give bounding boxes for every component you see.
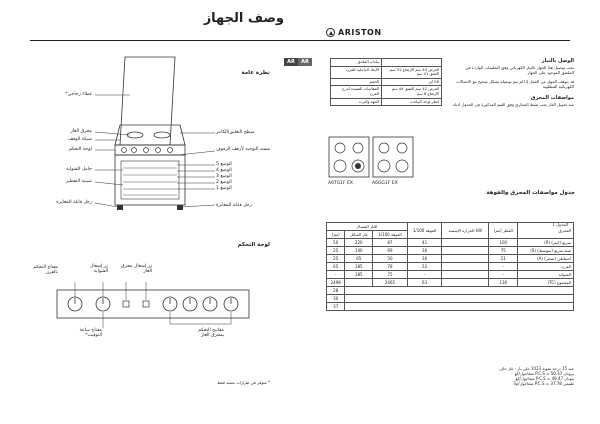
gas-cell: 25 bbox=[327, 255, 345, 263]
gas-sub-header: (مم) bbox=[327, 231, 345, 239]
gas-cell: 65 bbox=[345, 255, 373, 263]
gas-cell: - bbox=[407, 271, 442, 279]
gas-cell: 25 bbox=[327, 247, 345, 255]
gas-cell: 41 bbox=[407, 239, 442, 247]
right-text-column bbox=[452, 58, 574, 107]
language-tab-2: AR bbox=[298, 58, 312, 66]
table-row bbox=[331, 66, 442, 78]
gas-cell bbox=[345, 279, 373, 287]
label-oven-knob: مفتاح التحكم بالفرن bbox=[33, 265, 58, 276]
model-label-2: A6GG1F EX bbox=[372, 181, 398, 186]
gas-fuel-label: احتياطي (صغير) (A) bbox=[518, 255, 574, 263]
gas-cell bbox=[442, 271, 489, 279]
label-position-2: الوضع 2 bbox=[216, 180, 232, 185]
gas-cell bbox=[442, 255, 489, 263]
hob-diagram-a6tg bbox=[328, 136, 370, 180]
burner-para: عند تحويل الغاز يجب ضبط المحارق وفق القيم المذكورة في الجدول أدناه bbox=[452, 102, 574, 107]
gas-fuel-label: المجموع (TC) bbox=[518, 279, 574, 287]
gas-col-header: المحرق bbox=[518, 223, 574, 239]
table-row bbox=[331, 98, 442, 106]
spec-value: انظر لوحة البيانات bbox=[382, 98, 442, 106]
gas-cell: - bbox=[489, 271, 518, 279]
gas-fuel-label: سريع (كبير) (R) bbox=[518, 239, 574, 247]
gas-cell: 75 bbox=[489, 247, 518, 255]
table-row bbox=[331, 59, 442, 67]
gas-cell: 185 bbox=[345, 271, 373, 279]
label-adjustable-foot-left: رجل قابلة للمعايرة bbox=[56, 200, 92, 205]
gas-cell: 87 bbox=[373, 239, 408, 247]
gas-cell: 75 bbox=[373, 271, 408, 279]
header-divider bbox=[30, 40, 570, 41]
table-row bbox=[327, 279, 574, 287]
gas-cell bbox=[442, 239, 489, 247]
gas-sub-header: الفوهة 1/100 bbox=[373, 231, 408, 239]
gas-col-header: الحرارة الإسمية kW bbox=[442, 223, 489, 239]
gas-cell: 185 bbox=[345, 263, 373, 271]
connection-heading: الوصل بالتيار bbox=[541, 58, 574, 64]
gas-fuel-label: الشواية bbox=[518, 271, 574, 279]
table-row bbox=[327, 247, 574, 255]
control-panel-illustration bbox=[55, 282, 255, 332]
burner-heading: مواصفات المحرق bbox=[530, 95, 574, 101]
spec-value: العرض 42 سم العمق 44 سم الارتفاع 8 سم bbox=[382, 86, 442, 98]
table-row bbox=[327, 295, 574, 303]
gas-cell bbox=[345, 287, 574, 295]
label-adjustable-foot-right: رجل قابلة للمعايرة bbox=[216, 203, 252, 208]
gas-cell: 2498 bbox=[327, 279, 345, 287]
hob-diagram-a6gg bbox=[372, 136, 414, 180]
gas-cell: 65 bbox=[327, 263, 345, 271]
label-burner-knobs: مفاتيح التحكم بمحرق الغاز bbox=[198, 328, 224, 339]
gas-cell bbox=[345, 303, 574, 311]
gas-cell: - bbox=[327, 271, 345, 279]
gas-cell: 50 bbox=[373, 255, 408, 263]
gas-cell: 50 bbox=[327, 239, 345, 247]
gas-cell: 52 bbox=[407, 263, 442, 271]
gas-col-header: القطر (مم) bbox=[489, 223, 518, 239]
spec-label: المقاسات المفيدة لدرج الفرن bbox=[331, 86, 382, 98]
label-timer-knob: مفتاح ساعة التوقيت* bbox=[79, 328, 102, 339]
table-row bbox=[327, 271, 574, 279]
gas-cell: 100 bbox=[489, 239, 518, 247]
overview-heading: نظرة عامة bbox=[241, 70, 270, 76]
table-row bbox=[327, 239, 574, 247]
label-position-3: الوضع 3 bbox=[216, 174, 232, 179]
gas-note: طبيعي P.C.S = 37.78 ميغاجول/م3 bbox=[513, 381, 574, 386]
ariston-logo-icon bbox=[326, 28, 335, 37]
gas-cell: 28 bbox=[327, 287, 345, 295]
table-row bbox=[331, 78, 442, 86]
label-position-4: الوضع 4 bbox=[216, 168, 232, 173]
label-glass-lid: غطاء زجاجي* bbox=[65, 92, 92, 97]
table-row bbox=[327, 303, 574, 311]
brand-logo bbox=[326, 28, 382, 37]
gas-note: عند 15 درجة مئوية 1013 ملي بار - غاز جاف bbox=[498, 366, 574, 371]
gas-fuel-label: شبه سريع (متوسط) (S) bbox=[518, 247, 574, 255]
gas-cell: 30 bbox=[327, 295, 345, 303]
language-tab-1: AR bbox=[284, 58, 298, 66]
gas-col-header: الغاز المسال bbox=[327, 223, 408, 231]
gas-cell: 140 bbox=[345, 247, 373, 255]
gas-cell bbox=[442, 247, 489, 255]
footnote: * متوفر في طرازات معينة فقط bbox=[217, 380, 270, 385]
gas-sub-header: غاز السائل bbox=[345, 231, 373, 239]
model-label-1: A6TG1F EX bbox=[328, 181, 353, 186]
spec-table bbox=[330, 58, 442, 106]
gas-cell bbox=[442, 263, 489, 271]
connection-para-1: يجب توصيل هذا الجهاز بالتيار الكهربائي وفق التعليمات الواردة في الملصق الموجود على الجهاز bbox=[465, 65, 574, 75]
gas-table-number: الجدول 1 bbox=[552, 222, 568, 227]
label-control-panel: لوحة التحكم bbox=[68, 147, 92, 152]
gas-cell: 37 bbox=[327, 303, 345, 311]
gas-cell: - bbox=[489, 263, 518, 271]
gas-fuel-label: الفرن bbox=[518, 263, 574, 271]
gas-cell: 78 bbox=[373, 263, 408, 271]
label-rack-guides: مسند التوجيه لأرفف الرفوف bbox=[216, 147, 271, 152]
gas-note: بيوتان P.C.S = 49.47 ميغاجول/كغ bbox=[515, 376, 574, 381]
gas-cell: 130 bbox=[489, 279, 518, 287]
gas-note: بروبان P.C.S = 50.37 ميغاجول/كغ bbox=[514, 371, 574, 376]
gas-cell: 69 bbox=[373, 247, 408, 255]
label-drip-tray: صينية التقطير bbox=[65, 179, 92, 184]
spec-value bbox=[382, 59, 442, 67]
label-burner-ignition: زر إشعال محرق الغاز bbox=[121, 264, 152, 275]
table-row bbox=[327, 263, 574, 271]
page-title: وصف الجهاز bbox=[203, 11, 284, 26]
gas-notes bbox=[440, 366, 574, 386]
gas-cell: 30 bbox=[407, 255, 442, 263]
spec-label: بيانات الملحق bbox=[331, 59, 382, 67]
gas-cell: 220 bbox=[345, 239, 373, 247]
gas-table bbox=[326, 222, 574, 311]
gas-cell: 2465 bbox=[373, 279, 408, 287]
label-position-1: الوضع 1 bbox=[216, 186, 232, 191]
connection-para-2: قد يتوقف الجهاز عن العمل إذا لم يتم توصيله بشكل صحيح مع الاتصالات الكهربائية المطلوبة bbox=[456, 79, 574, 89]
label-position-5: الوضع 5 bbox=[216, 162, 232, 167]
control-panel-heading: لوحة التحكم bbox=[237, 242, 270, 248]
gas-col-header: الفوهة 1/100 bbox=[407, 223, 442, 239]
spec-value: العرض 43 سم الارتفاع 31 سم العمق 41 سم bbox=[382, 66, 442, 78]
spec-label: الأبعاد الداخلية للفرن bbox=[331, 66, 382, 78]
spec-value: 58 لتر bbox=[382, 78, 442, 86]
label-gas-burner: محرق الغاز bbox=[70, 129, 92, 134]
table-row bbox=[327, 255, 574, 263]
oven-illustration bbox=[90, 55, 280, 220]
label-worktop: سطح التعليق/الكانتر bbox=[216, 130, 255, 135]
label-grill-ignition: زر إشعال الشواية bbox=[90, 264, 108, 275]
gas-cell bbox=[345, 295, 574, 303]
table-row bbox=[327, 287, 574, 295]
table-row bbox=[331, 86, 442, 98]
brand-name: ARISTON bbox=[338, 28, 382, 37]
gas-cell: 30 bbox=[407, 247, 442, 255]
gas-table-heading: جدول مواصفات المحرق والفوهة bbox=[486, 190, 575, 196]
gas-cell bbox=[442, 279, 489, 287]
label-support-grid: شبكة الوقف bbox=[68, 137, 92, 142]
spec-label: الحجم bbox=[331, 78, 382, 86]
gas-cell: 63 bbox=[407, 279, 442, 287]
gas-cell: 51 bbox=[489, 255, 518, 263]
label-grill-rack: حامل الشواية bbox=[66, 167, 92, 172]
table-row bbox=[327, 223, 574, 231]
spec-label: الجهد والتردد bbox=[331, 98, 382, 106]
